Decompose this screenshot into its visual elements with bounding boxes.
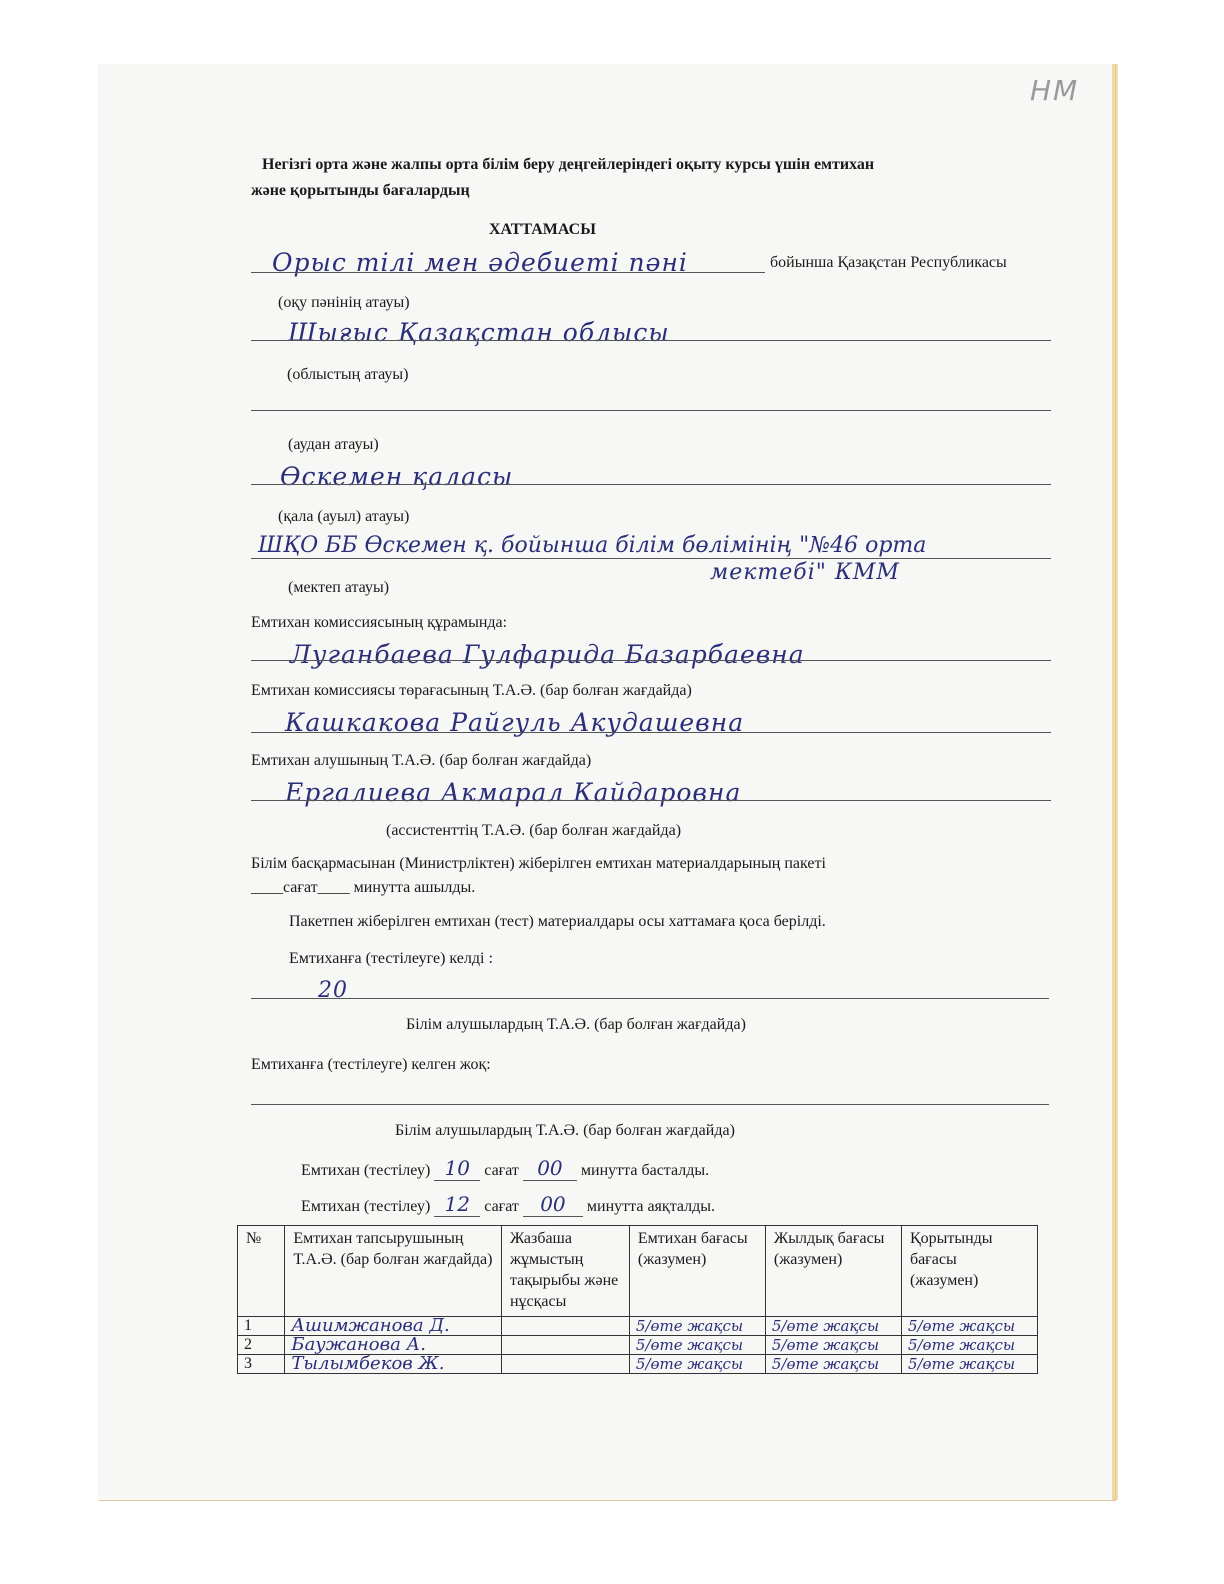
end-time-row [301, 1192, 715, 1217]
row-number: 3 [238, 1355, 285, 1374]
results-table [237, 1225, 1038, 1374]
row-exam-grade: 5/өте жақсы [629, 1336, 765, 1355]
row-exam-grade: 5/өте жақсы [629, 1317, 765, 1336]
commission-intro: Емтихан комиссиясының құрамында: [251, 614, 508, 631]
row-final-grade: 5/өте жақсы [901, 1317, 1037, 1336]
school-caption: (мектеп атауы) [288, 579, 390, 596]
examiner-value: Кашкакова Райгуль Акудашевна [285, 708, 745, 737]
row-name: Ашимжанова Д. [285, 1317, 502, 1336]
start-prefix: Емтихан (тестілеу) [301, 1162, 431, 1179]
header-number: № [238, 1226, 285, 1317]
row-name: Тылымбеков Ж. [285, 1355, 502, 1374]
assistant-value: Ергалиева Акмарал Кайдаровна [285, 778, 742, 807]
row-final-grade: 5/өте жақсы [901, 1355, 1037, 1374]
city-line [251, 484, 1051, 485]
region-line [251, 340, 1051, 341]
start-hour-field [434, 1156, 480, 1181]
table-header-row [238, 1226, 1038, 1317]
subject-value: Орыс тілі мен әдебиеті пәні [272, 248, 688, 277]
header-annual-grade: Жылдық бағасы (жазумен) [765, 1226, 901, 1317]
start-hour: 10 [444, 1156, 470, 1180]
chair-line [251, 660, 1051, 661]
header-exam-grade: Емтихан бағасы (жазумен) [629, 1226, 765, 1317]
row-topic [501, 1355, 629, 1374]
row-annual-grade: 5/өте жақсы [765, 1336, 901, 1355]
row-number: 2 [238, 1336, 285, 1355]
school-value-line-2: мектебі" КММ [710, 560, 900, 585]
chair-caption: Емтихан комиссиясы төрағасының Т.А.Ә. (бар болған жағдайда) [251, 682, 692, 699]
row-annual-grade: 5/өте жақсы [765, 1355, 901, 1374]
examiner-caption: Емтихан алушының Т.А.Ә. (бар болған жағдайда) [251, 752, 592, 769]
came-value: 20 [318, 978, 348, 1003]
end-hour-field [434, 1192, 480, 1217]
came-caption: Білім алушылардың Т.А.Ә. (бар болған жағдайда) [406, 1016, 746, 1033]
school-value-line-1: ШҚО ББ Өскемен қ. бойынша білім бөлімінің "№46 орта [258, 533, 927, 558]
row-exam-grade: 5/өте жақсы [629, 1355, 765, 1374]
start-min-field [523, 1156, 577, 1181]
region-caption: (облыстың атауы) [287, 366, 409, 383]
end-min-field [523, 1192, 583, 1217]
subject-caption: (оқу пәнінің атауы) [278, 294, 410, 311]
package-line-3: Пакетпен жіберілген емтихан (тест) материалдары осы хаттамаға қоса берілді. [289, 913, 826, 930]
row-annual-grade: 5/өте жақсы [765, 1317, 901, 1336]
start-min: 00 [537, 1156, 563, 1180]
header-final-grade: Қорытынды бағасы (жазумен) [901, 1226, 1037, 1317]
region-value: Шығыс Қазақстан облысы [288, 318, 670, 347]
district-line [251, 410, 1051, 411]
table-row [238, 1317, 1038, 1336]
end-min: 00 [540, 1192, 566, 1216]
row-name: Баужанова А. [285, 1336, 502, 1355]
header-name: Емтихан тапсырушының Т.А.Ә. (бар болған жағдайда) [285, 1226, 502, 1317]
came-label: Емтиханға (тестілеуге) келді : [289, 950, 493, 967]
absent-label: Емтиханға (тестілеуге) келген жоқ: [251, 1056, 491, 1073]
end-hour: 12 [444, 1192, 470, 1216]
package-line-1: Білім басқармасынан (Министрліктен) жіберілген емтихан материалдарының пакеті [251, 855, 826, 872]
table-row [238, 1355, 1038, 1374]
school-line [251, 558, 1051, 559]
end-mid: сағат [484, 1198, 519, 1215]
protocol-title: ХАТТАМАСЫ [489, 221, 596, 238]
row-topic [501, 1317, 629, 1336]
start-suffix: минутта басталды. [580, 1162, 710, 1179]
start-time-row [301, 1156, 709, 1181]
subject-line [251, 272, 765, 273]
start-mid: сағат [484, 1162, 519, 1179]
title-line-2: және қорытынды бағалардың [251, 182, 470, 199]
header-topic: Жазбаша жұмыстың тақырыбы және нұсқасы [501, 1226, 629, 1317]
row-topic [501, 1336, 629, 1355]
city-value: Өскемен қаласы [280, 462, 514, 491]
end-prefix: Емтихан (тестілеу) [301, 1198, 431, 1215]
assistant-caption: (ассистенттің Т.А.Ә. (бар болған жағдайда) [386, 822, 682, 839]
district-caption: (аудан атауы) [288, 436, 379, 453]
city-caption: (қала (ауыл) атауы) [278, 508, 410, 525]
row-number: 1 [238, 1317, 285, 1336]
subject-suffix: бойынша Қазақстан Республикасы [770, 254, 1007, 271]
corner-mark: НМ [1030, 74, 1080, 107]
row-final-grade: 5/өте жақсы [901, 1336, 1037, 1355]
package-line-2: ____сағат____ минутта ашылды. [251, 879, 476, 896]
end-suffix: минутта аяқталды. [586, 1198, 715, 1215]
chair-value: Луганбаева Гулфарида Базарбаевна [290, 640, 805, 669]
title-line-1: Негізгі орта және жалпы орта білім беру деңгейлеріндегі оқыту курсы үшін емтихан [262, 156, 875, 173]
absent-caption: Білім алушылардың Т.А.Ә. (бар болған жағдайда) [395, 1122, 735, 1139]
table-row [238, 1336, 1038, 1355]
absent-line [251, 1104, 1049, 1105]
assistant-line [251, 800, 1051, 801]
came-line [251, 998, 1049, 999]
examiner-line [251, 732, 1051, 733]
